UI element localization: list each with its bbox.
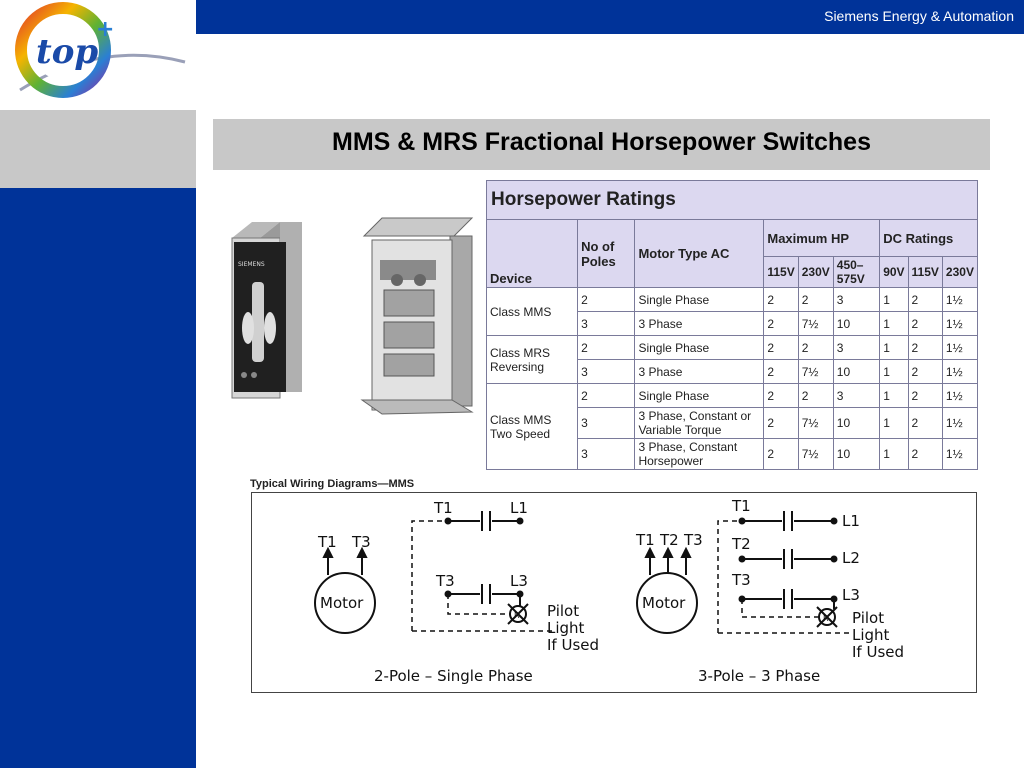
dc-90v-cell: 1	[880, 312, 908, 336]
right-pilot-label-1: Pilot	[852, 609, 885, 627]
switch-product-photo	[222, 200, 480, 430]
top-plus-logo	[0, 0, 196, 110]
dc-230v-cell: 1½	[942, 408, 977, 439]
hp-115v-cell: 2	[764, 439, 798, 470]
col-max-hp: Maximum HP	[764, 220, 880, 257]
col-dc-230v: 230V	[942, 257, 977, 288]
dc-90v-cell: 1	[880, 360, 908, 384]
motor-type-cell: 3 Phase	[635, 312, 764, 336]
dc-115v-cell: 2	[908, 408, 942, 439]
dc-230v-cell: 1½	[942, 360, 977, 384]
dc-230v-cell: 1½	[942, 312, 977, 336]
sidebar	[0, 188, 196, 768]
left-l1-label: L1	[510, 499, 528, 517]
poles-cell: 2	[578, 336, 635, 360]
col-450-575v: 450–575V	[833, 257, 879, 288]
dc-230v-cell: 1½	[942, 288, 977, 312]
right-t2-label: T2	[732, 535, 751, 553]
left-pilot-label-1: Pilot	[547, 602, 580, 620]
left-motor-t3-label: T3	[352, 533, 371, 551]
hp-230v-cell: 7½	[798, 439, 833, 470]
poles-cell: 3	[578, 408, 635, 439]
left-pilot-r-label: R	[514, 611, 520, 620]
slide-title: MMS & MRS Fractional Horsepower Switches	[332, 128, 871, 156]
header-bar	[196, 0, 1024, 34]
hp-115v-cell: 2	[764, 336, 798, 360]
dc-90v-cell: 1	[880, 439, 908, 470]
dc-115v-cell: 2	[908, 360, 942, 384]
hp-230v-cell: 2	[798, 288, 833, 312]
wiring-diagrams-title: Typical Wiring Diagrams—MMS	[250, 478, 415, 490]
poles-cell: 3	[578, 439, 635, 470]
hp-115v-cell: 2	[764, 312, 798, 336]
right-motor-t2-label: T2	[660, 531, 679, 549]
right-motor-t1-label: T1	[636, 531, 655, 549]
hp-230v-cell: 7½	[798, 360, 833, 384]
dc-230v-cell: 1½	[942, 384, 977, 408]
right-pilot-label-3: If Used	[852, 643, 905, 661]
dc-115v-cell: 2	[908, 336, 942, 360]
col-device: Device	[487, 220, 578, 288]
motor-type-cell: Single Phase	[635, 384, 764, 408]
right-motor-t3-label: T3	[684, 531, 703, 549]
hp-450-575v-cell: 10	[833, 360, 879, 384]
device-cell: Class MRS Reversing	[487, 336, 578, 384]
right-motor-label: Motor	[642, 594, 686, 612]
motor-type-cell: Single Phase	[635, 336, 764, 360]
dc-90v-cell: 1	[880, 408, 908, 439]
left-l3-label: L3	[510, 572, 528, 590]
right-t3-label: T3	[732, 571, 751, 589]
hp-115v-cell: 2	[764, 288, 798, 312]
horsepower-ratings-table	[486, 180, 978, 468]
col-poles: No of Poles	[578, 220, 635, 288]
hp-450-575v-cell: 10	[833, 439, 879, 470]
hp-450-575v-cell: 3	[833, 288, 879, 312]
table-row	[487, 336, 978, 360]
dc-230v-cell: 1½	[942, 336, 977, 360]
motor-type-cell: Single Phase	[635, 288, 764, 312]
poles-cell: 2	[578, 384, 635, 408]
title-bar	[213, 119, 990, 170]
hp-450-575v-cell: 10	[833, 408, 879, 439]
right-pilot-label-2: Light	[852, 626, 890, 644]
dc-115v-cell: 2	[908, 384, 942, 408]
left-motor-label: Motor	[320, 594, 364, 612]
table-row	[487, 384, 978, 408]
logo-plus: +	[96, 17, 115, 42]
sidebar-gray-strip	[0, 110, 196, 188]
hp-450-575v-cell: 3	[833, 384, 879, 408]
poles-cell: 3	[578, 312, 635, 336]
dc-115v-cell: 2	[908, 439, 942, 470]
col-115v: 115V	[764, 257, 798, 288]
dc-90v-cell: 1	[880, 288, 908, 312]
hp-230v-cell: 2	[798, 336, 833, 360]
right-l3-label: L3	[842, 586, 860, 604]
dc-115v-cell: 2	[908, 288, 942, 312]
hp-230v-cell: 7½	[798, 312, 833, 336]
device-cell: Class MMS	[487, 288, 578, 336]
hp-230v-cell: 2	[798, 384, 833, 408]
left-t1-label: T1	[434, 499, 453, 517]
right-t1-label: T1	[732, 497, 751, 515]
left-pilot-label-2: Light	[547, 619, 585, 637]
hp-450-575v-cell: 10	[833, 312, 879, 336]
wiring-diagram-panel	[251, 492, 977, 693]
dc-90v-cell: 1	[880, 336, 908, 360]
logo-text: top	[36, 32, 99, 72]
col-dc-ratings: DC Ratings	[880, 220, 978, 257]
motor-type-cell: 3 Phase	[635, 360, 764, 384]
col-motor-type: Motor Type AC	[635, 220, 764, 288]
company-name: Siemens Energy & Automation	[824, 8, 1014, 24]
right-l2-label: L2	[842, 549, 860, 567]
right-pilot-r-label: R	[823, 614, 829, 623]
hp-450-575v-cell: 3	[833, 336, 879, 360]
device-cell: Class MMS Two Speed	[487, 384, 578, 470]
dc-230v-cell: 1½	[942, 439, 977, 470]
photo-brand: SIEMENS	[238, 261, 265, 268]
left-motor-t1-label: T1	[318, 533, 337, 551]
table-row	[487, 288, 978, 312]
left-pilot-label-3: If Used	[547, 636, 600, 654]
hp-115v-cell: 2	[764, 384, 798, 408]
dc-115v-cell: 2	[908, 312, 942, 336]
table-caption: Horsepower Ratings	[487, 181, 978, 220]
right-diagram-caption: 3-Pole – 3 Phase	[698, 667, 821, 685]
hp-115v-cell: 2	[764, 360, 798, 384]
left-t3-label: T3	[436, 572, 455, 590]
dc-90v-cell: 1	[880, 384, 908, 408]
right-l1-label: L1	[842, 512, 860, 530]
motor-type-cell: 3 Phase, Constant Horsepower	[635, 439, 764, 470]
motor-type-cell: 3 Phase, Constant or Variable Torque	[635, 408, 764, 439]
col-230v: 230V	[798, 257, 833, 288]
col-dc-90v: 90V	[880, 257, 908, 288]
col-dc-115v: 115V	[908, 257, 942, 288]
poles-cell: 2	[578, 288, 635, 312]
hp-230v-cell: 7½	[798, 408, 833, 439]
hp-115v-cell: 2	[764, 408, 798, 439]
poles-cell: 3	[578, 360, 635, 384]
left-diagram-caption: 2-Pole – Single Phase	[374, 667, 533, 685]
